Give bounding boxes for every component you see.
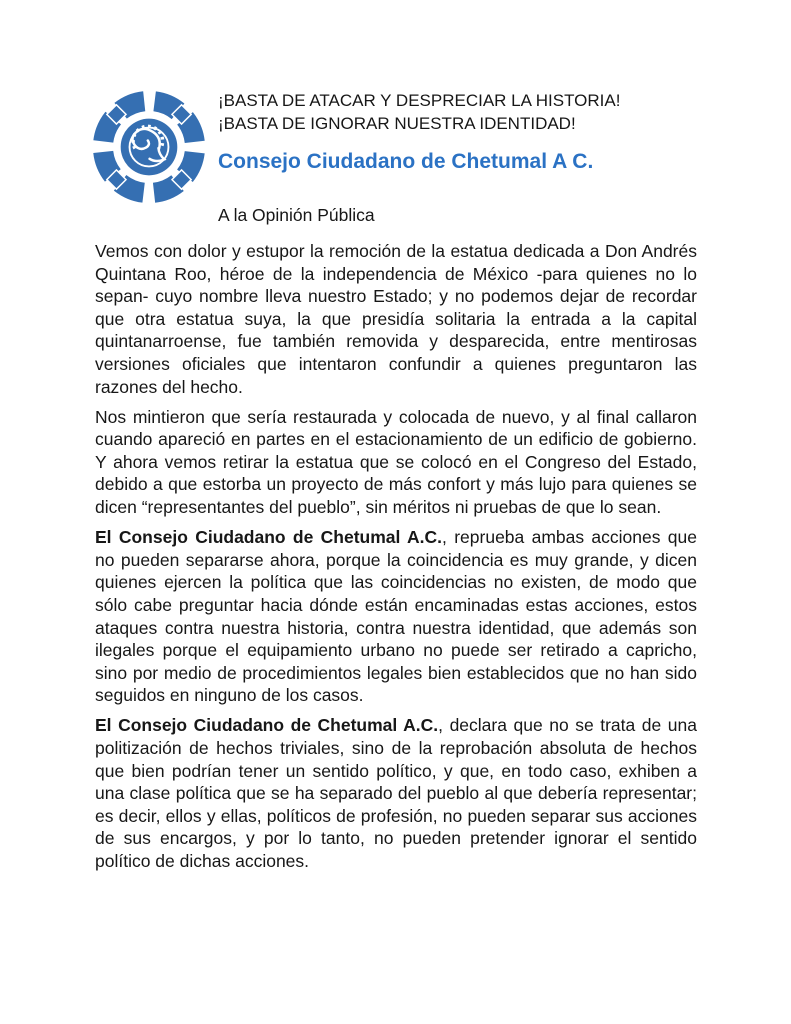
paragraph-4-text: , declara que no se trata de una politización de hechos triviales, sino de la reprobación absoluta de hechos que bien podrían tener un sentido político, y que, en todo caso, exhiben a una clase política que se ha separado del pueblo al que debería representar; es decir, ellos y ellas, políticos de profesión, no pueden separar sus acciones de sus encargos, y por lo tanto, no pueden pretender ignorar el sentido político de dichas acciones. (95, 715, 697, 871)
salutation: A la Opinión Pública (218, 205, 375, 225)
org-logo (90, 88, 208, 206)
paragraph-1-text: Vemos con dolor y estupor la remoción de la estatua dedicada a Don Andrés Quintana Roo, héroe de la independencia de México -para quienes no lo sepan- cuyo nombre lleva nuestro Estado; y no podemos dejar de recordar que otra estatua suya, la que presidía solitaria la entrada a la capital quintanarroense, fue también removida y desparecida, entre mentirosas versiones oficiales que intentaron confundir a quienes preguntaron las razones del hecho. (95, 241, 697, 397)
aztec-shell-emblem-icon (90, 88, 208, 206)
paragraph-3 (95, 526, 697, 707)
paragraph-2 (95, 406, 697, 519)
organization-name: Consejo Ciudadano de Chetumal A C. (218, 150, 594, 173)
slogan-line-1: ¡BASTA DE ATACAR Y DESPRECIAR LA HISTORIA! (218, 91, 621, 110)
paragraph-2-text: Nos mintieron que sería restaurada y colocada de nuevo, y al final callaron cuando apareció en partes en el estacionamiento de un edificio de gobierno. Y ahora vemos retirar la estatua que se colocó en el Congreso del Estado, debido a que estorba un proyecto de más confort y más lujo para quienes se dicen “representantes del pueblo”, sin méritos ni pruebas de que lo sean. (95, 406, 697, 518)
letter-body (95, 240, 697, 880)
slogan-line-2: ¡BASTA DE IGNORAR NUESTRA IDENTIDAD! (218, 114, 576, 133)
letterhead (218, 89, 718, 226)
paragraph-4 (95, 714, 697, 872)
paragraph-3-bold: El Consejo Ciudadano de Chetumal A.C. (95, 527, 443, 548)
paragraph-4-bold: El Consejo Ciudadano de Chetumal A.C. (95, 715, 439, 736)
paragraph-3-text: , reprueba ambas acciones que no pueden separarse ahora, porque la coincidencia es muy grande, y dicen quienes ejercen la política que las coincidencias no existen, de modo que sólo cabe preguntar hacia dónde están encaminadas estas acciones, estos ataques contra nuestra historia, contra nuestra identidad, que además son ilegales porque el equipamiento urbano no puede ser retirado a capricho, sino por medio de procedimientos legales bien establecidos que no han sido seguidos en ninguno de los casos. (95, 527, 697, 706)
paragraph-1 (95, 240, 697, 398)
